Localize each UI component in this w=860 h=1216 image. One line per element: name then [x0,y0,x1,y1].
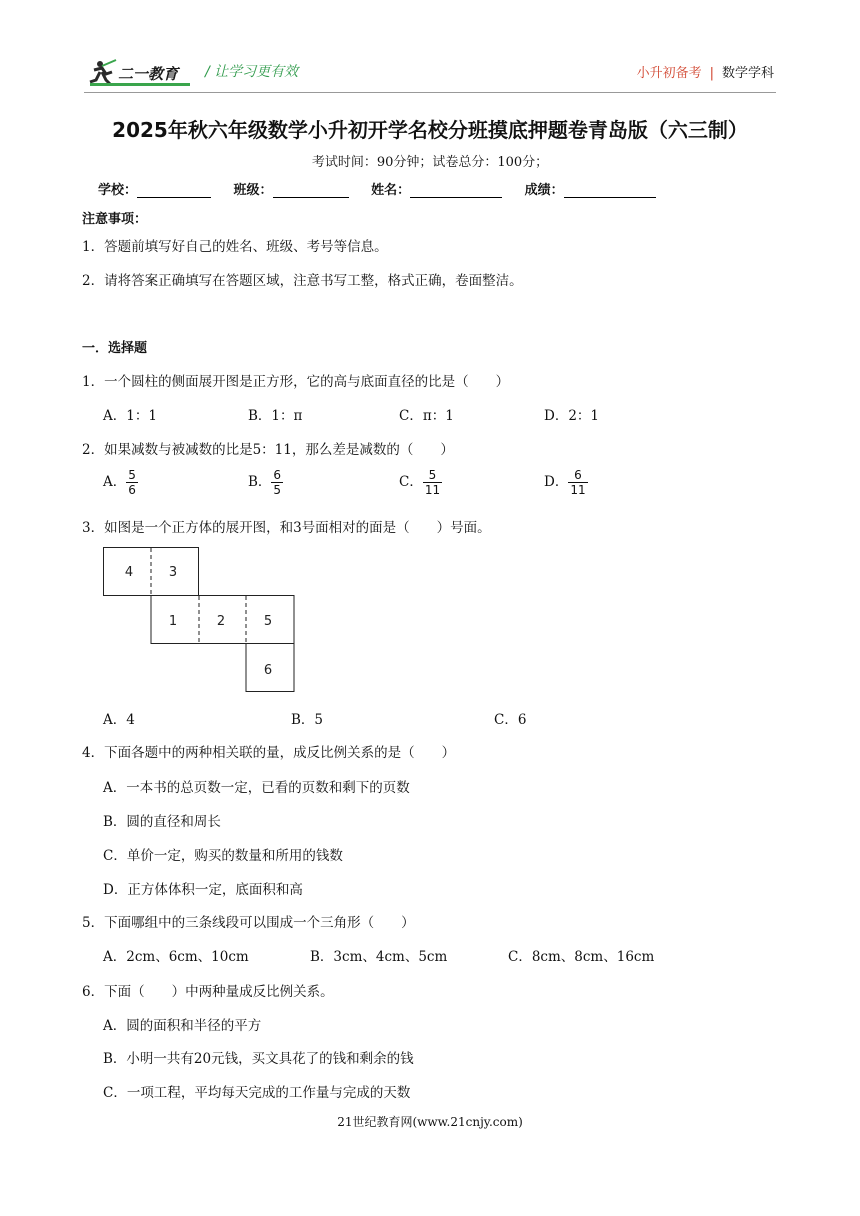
q4-option-c[interactable]: C．单价一定，购买的数量和所用的钱数 [103,848,343,864]
q3-option-c[interactable]: C．6 [494,712,527,728]
fraction [423,468,442,497]
q2-option-b[interactable] [248,468,283,497]
denominator: 11 [570,483,586,497]
net-face-5: 5 [263,614,273,629]
q4-option-b[interactable]: B．圆的直径和周长 [103,814,221,830]
q2-option-d[interactable] [544,468,588,497]
fraction [271,468,283,497]
q1-option-a[interactable]: A．1：1 [103,408,157,424]
q2-option-a[interactable] [103,468,138,497]
runner-icon [90,60,116,84]
net-face-4: 4 [124,565,134,580]
net-face-2: 2 [216,614,226,629]
school-input[interactable] [137,183,211,198]
net-face-6: 6 [263,663,273,678]
q4-option-d[interactable]: D．正方体体积一定，底面积和高 [103,882,303,898]
school-label: 学校： [98,183,138,198]
header-separator: | [709,66,714,81]
denominator: 5 [273,483,282,497]
q2-option-b-label: B． [248,474,272,490]
notice-heading: 注意事项： [82,212,148,227]
numerator: 5 [128,468,136,482]
q2-option-c[interactable] [399,468,442,497]
q2-option-d-label: D． [544,474,569,490]
exam-info: 考试时间：90分钟；试卷总分：100分； [311,155,549,170]
subject-label: 数学学科 [721,66,774,81]
denominator: 11 [424,483,441,497]
net-face-1: 1 [168,614,178,629]
q4-stem: 4．下面各题中的两种相关联的量，成反比例关系的是（ ） [82,745,456,761]
q5-stem: 5．下面哪组中的三条线段可以围成一个三角形（ ） [82,915,415,931]
name-label: 姓名： [371,183,411,198]
fraction [126,468,138,497]
q3-option-a[interactable]: A．4 [103,712,135,728]
section-heading: 一．选择题 [82,341,148,356]
student-fields [98,179,656,198]
q1-option-c[interactable]: C．π：1 [399,408,454,424]
category-label: 小升初备考 [636,66,702,81]
class-label: 班级： [233,183,273,198]
q2-stem: 2．如果减数与被减数的比是5：11，那么差是减数的（ ） [82,442,454,458]
score-input[interactable] [564,183,656,198]
q6-stem: 6．下面（ ）中两种量成反比例关系。 [82,984,334,1000]
notice-item-1: 1．答题前填写好自己的姓名、班级、考号等信息。 [82,239,388,255]
q6-option-a[interactable]: A．圆的面积和半径的平方 [103,1018,262,1034]
slogan: / 让学习更有效 [205,64,299,80]
q2-option-a-label: A． [103,474,127,490]
header-right [637,62,774,81]
cube-net-diagram [103,547,295,693]
q6-option-b[interactable]: B．小明一共有20元钱，买文具花了的钱和剩余的钱 [103,1051,414,1067]
numerator: 6 [273,468,282,482]
net-face-3: 3 [168,565,178,580]
numerator: 5 [423,468,442,483]
name-input[interactable] [410,183,502,198]
q4-option-a[interactable]: A．一本书的总页数一定，已看的页数和剩下的页数 [103,780,410,796]
q5-option-b[interactable]: B．3cm、4cm、5cm [310,949,448,965]
q1-option-d[interactable]: D．2：1 [544,408,600,424]
header-divider [84,92,776,93]
q1-stem: 1．一个圆柱的侧面展开图是正方形，它的高与底面直径的比是（ ） [82,374,510,390]
page-footer: 21世纪教育网(www.21cnjy.com) [337,1115,523,1129]
q6-option-c[interactable]: C．一项工程，平均每天完成的工作量与完成的天数 [103,1085,411,1101]
score-label: 成绩： [524,183,564,198]
q1-option-b[interactable]: B．1：π [248,408,303,424]
q3-stem: 3．如图是一个正方体的展开图，和3号面相对的面是（ ）号面。 [82,520,491,536]
q2-option-c-label: C． [399,474,423,490]
denominator: 6 [128,483,136,497]
q5-option-c[interactable]: C．8cm、8cm、16cm [508,949,655,965]
class-input[interactable] [273,183,349,198]
q3-option-b[interactable]: B．5 [291,712,324,728]
page-title: 2025年秋六年级数学小升初开学名校分班摸底押题卷青岛版（六三制） [112,118,748,142]
numerator: 6 [568,468,587,483]
q5-option-a[interactable]: A．2cm、6cm、10cm [103,949,249,965]
logo-text: 二一教育 [118,65,179,83]
notice-item-2: 2．请将答案正确填写在答题区域，注意书写工整，格式正确，卷面整洁。 [82,273,523,289]
fraction [568,468,587,497]
